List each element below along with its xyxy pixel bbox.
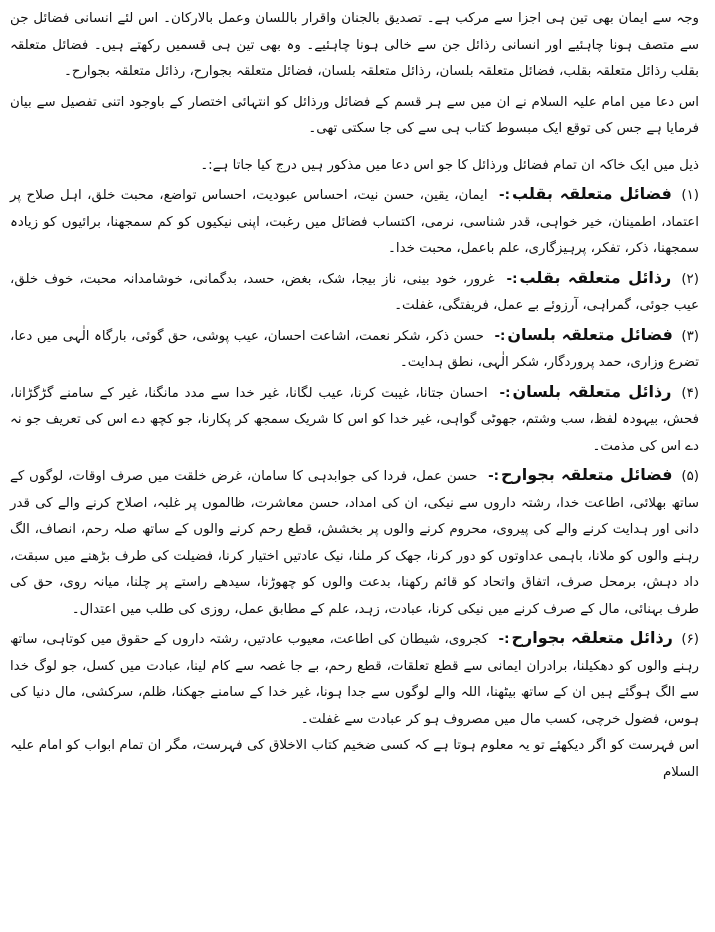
section-razail-lisan: (۴) رذائل متعلقہ بلسان:- احسان جتانا، غیبت کرنا، عیب لگانا، غیر خدا سے مدد مانگنا، غیر کے سامنے گڑگڑانا، فحش، بیہودہ لفظ، سب وشتم، جھوٹی گواہی، غیر خدا کو اس کا شریک سمجھ کر پکارنا، جو کچھ دے اس کی تعریف جو نہ دے اس کی مذمت۔	[10, 381, 699, 454]
intro-paragraph-1: وجہ سے ایمان بھی تین ہی اجزا سے مرکب ہے۔ تصدیق بالجنان واقرار باللسان وعمل بالارکان۔ اس لئے انسانی فضائل جن سے متصف ہونا چاہئیے اور انسانی رذائل جن سے خالی ہونا چاہئیے۔ وہ بھی تین ہی قسمیں رکھتے ہیں۔ فضائل متعلقہ بقلب رذائل متعلقہ بقلب، فضائل متعلقہ بلسان، رذائل متعلقہ بلسان، فضائل متعلقہ بجوارح، رذائل متعلقہ بجوارح۔	[10, 11, 699, 79]
closing-paragraph: اس فہرست کو اگر دیکھئے تو یہ معلوم ہوتا ہے کہ کسی ضخیم کتاب الاخلاق کی فہرست، مگر ان تمام ابواب کو امام علیہ السلام	[10, 738, 699, 780]
section-heading: فضائل متعلقہ بجوارح	[501, 465, 673, 484]
section-body: حسن ذکر، شکر نعمت، اشاعت احسان، عیب پوشی، حق گوئی، بارگاہ الٰہی میں دعا، تضرع وزاری، حمد پروردگار، شکر الٰہی، نطق ہدایت۔	[10, 328, 699, 370]
section-razail-jawarih: (۶) رذائل متعلقہ بجوارح:- کجروی، شیطان کی اطاعت، معیوب عادتیں، رشتہ داروں کے حقوق میں کوتاہی، ساتھ رہنے والوں کو دھکیلنا، برادران ایمانی سے قطع تعلقات، قطع رحم، بے جا غصہ سے کام لینا، عبادت میں کسل، جو لوگ خدا سے الگ ہوگئے ہیں ان کے ساتھ بیٹھنا، اللہ والے لوگوں سے جدا ہونا، غیر خدا کے سامنے جھکنا، ظلم، سرکشی، مال دنیا کی ہوس، فضول خرچی، کسب مال میں مصروف ہو کر عبادت سے غفلت۔	[10, 628, 699, 727]
section-body: کجروی، شیطان کی اطاعت، معیوب عادتیں، رشتہ داروں کے حقوق میں کوتاہی، ساتھ رہنے والوں کو دھکیلنا، برادران ایمانی سے قطع تعلقات، قطع رحم، بے جا غصہ سے کام لینا، عبادت میں کسل، جو لوگ خدا سے الگ ہوگئے ہیں ان کے ساتھ بیٹھنا، اللہ والے لوگوں سے جدا ہونا، غیر خدا کے سامنے جھکنا، ظلم، سرکشی، مال دنیا کی ہوس، فضول خرچی، کسب مال میں مصروف ہو کر عبادت سے غفلت۔	[10, 632, 699, 727]
section-number: (۴)	[681, 385, 699, 401]
section-fazail-lisan: (۳) فضائل متعلقہ بلسان:- حسن ذکر، شکر نعمت، اشاعت احسان، عیب پوشی، حق گوئی، بارگاہ الٰہی میں دعا، تضرع وزاری، حمد پروردگار، شکر الٰہی، نطق ہدایت۔	[10, 324, 699, 370]
section-heading: رذائل متعلقہ بلسان	[512, 381, 672, 401]
section-heading: رذائل متعلقہ بقلب	[519, 267, 672, 287]
section-fazail-jawarih: (۵) فضائل متعلقہ بجوارح:- حسن عمل، فردا کی جوابدہی کا سامان، غرض خلقت میں صرف اوقات، لوگوں کے ساتھ بھلائی، اطاعت خدا، رشتہ داروں سے نیکی، ان کی امداد، حسن معاشرت، ظالموں پر غلبہ، اصلاح کرنے والے کی قدر دانی اور ہدایت کرنے والے کی پیروی، محروم کرنے والوں پر بخشش، قطع رحم کرنے والوں کے ساتھ صلہ رحم، انصاف، الگ رہنے والوں کو ملانا، باہمی عداوتوں کو دور کرنا، جھک کر ملنا، نیک عادتیں اختیار کرنا، فضیلت کی طرف بڑھنے میں سبقت، داد دہش، برمحل صرف، اتفاق واتحاد کو قائم رکھنا، بدعت والوں کو چھوڑنا، سیدھے راستے پر چلنا، میانہ روی، حق کی طرف بہنائی، مال کے صرف کرنے میں نیکی کرنا، عبادت، زہد، علم کے مطابق عمل، روزی کی طلب میں اعتدال۔	[10, 465, 700, 617]
section-body: ایمان، یقین، حسن نیت، احساس عبودیت، احساس تواضع، محبت خلق، اہل صلاح پر اعتماد، اطمینان، خیر خواہی، قدر شناسی، نرمی، اکتساب فضائل میں رغبت، اپنی نیکیوں کو کم سمجھنا، برائیوں کو زیادہ سمجھنا، ذکر، تفکر، پرہیزگاری، علم باعمل، محبت خدا۔	[10, 188, 699, 256]
section-fazail-qalb: (۱) فضائل متعلقہ بقلب:- ایمان، یقین، حسن نیت، احساس عبودیت، احساس تواضع، محبت خلق، اہل صلاح پر اعتماد، اطمینان، خیر خواہی، قدر شناسی، نرمی، اکتساب فضائل میں رغبت، اپنی نیکیوں کو کم سمجھنا، برائیوں کو زیادہ سمجھنا، ذکر، تفکر، پرہیزگاری، علم باعمل، محبت خدا۔	[10, 184, 700, 256]
section-number: (۲)	[681, 271, 699, 287]
section-heading: فضائل متعلقہ بقلب	[511, 184, 672, 203]
section-number: (۱)	[681, 188, 700, 203]
section-razail-qalb: (۲) رذائل متعلقہ بقلب:- غرور، خود بینی، ناز بیجا، شک، بغض، حسد، بدگمانی، خوشامدانہ محبت، خوف خلق، عیب جوئی، گمراہی، آرزوئے بے عمل، فریفتگی، غفلت۔	[10, 267, 699, 313]
section-number: (۵)	[681, 469, 700, 484]
section-heading: فضائل متعلقہ بلسان	[507, 324, 673, 344]
intro-paragraph-2: اس دعا میں امام علیہ السلام نے ان میں سے ہر قسم کے فضائل ورذائل کو انتہائی اختصار کے باوجود اتنی تفصیل سے بیان فرمایا ہے جس کی توقع ایک مبسوط کتاب ہی سے کی جا سکتی تھی۔	[10, 94, 699, 136]
intro-paragraph-3: ذیل میں ایک خاکہ ان تمام فضائل ورذائل کا جو اس دعا میں مذکور ہیں درج کیا جاتا ہے:۔	[200, 157, 699, 173]
section-number: (۳)	[681, 328, 699, 344]
section-body: احسان جتانا، غیبت کرنا، عیب لگانا، غیر خدا سے مدد مانگنا، غیر کے سامنے گڑگڑانا، فحش، بیہودہ لفظ، سب وشتم، جھوٹی گواہی، غیر خدا کو اس کا شریک سمجھ کر پکارنا، جو کچھ دے اس کی تعریف جو نہ دے اس کی مذمت۔	[10, 385, 699, 454]
section-body: حسن عمل، فردا کی جوابدہی کا سامان، غرض خلقت میں صرف اوقات، لوگوں کے ساتھ بھلائی، اطاعت خدا، رشتہ داروں سے نیکی، ان کی امداد، حسن معاشرت، ظالموں پر غلبہ، اصلاح کرنے والے کی قدر دانی اور ہدایت کرنے والے کی پیروی، محروم کرنے والوں پر بخشش، قطع رحم کرنے والوں کے ساتھ صلہ رحم، انصاف، الگ رہنے والوں کو ملانا، باہمی عداوتوں کو دور کرنا، جھک کر ملنا، نیک عادتیں اختیار کرنا، فضیلت کی طرف بڑھنے میں سبقت، داد دہش، برمحل صرف، اتفاق واتحاد کو قائم رکھنا، بدعت والوں کو چھوڑنا، سیدھے راستے پر چلنا، میانہ روی، حق کی طرف بہنائی، مال کے صرف کرنے میں نیکی کرنا، عبادت، زہد، علم کے مطابق عمل، روزی کی طلب میں اعتدال۔	[10, 469, 699, 617]
section-number: (۶)	[681, 632, 699, 647]
section-body: غرور، خود بینی، ناز بیجا، شک، بغض، حسد، بدگمانی، خوشامدانہ محبت، خوف خلق، عیب جوئی، گمراہی، آرزوئے بے عمل، فریفتگی، غفلت۔	[10, 271, 699, 313]
section-heading: رذائل متعلقہ بجوارح	[511, 628, 673, 647]
